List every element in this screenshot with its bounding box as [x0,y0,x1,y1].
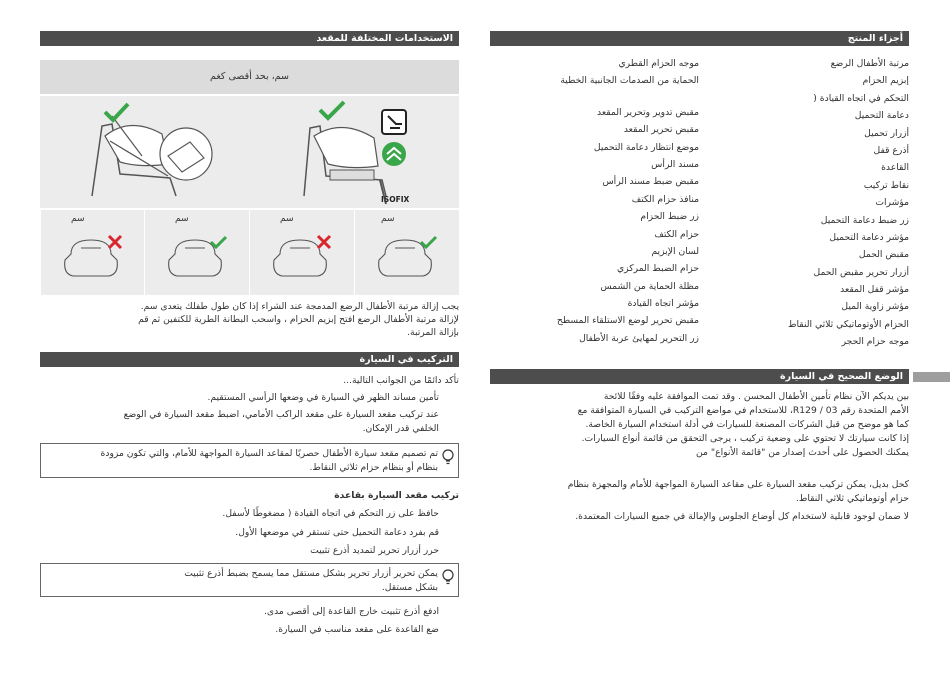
install-intro: تأكد دائمًا من الجوانب التالية... [343,375,459,386]
position-text-line: كحل بديل، يمكن تركيب مقعد السيارة على مقاعد السيارة المواجهة للأمام والمجهزة بنظام [567,479,909,490]
base-header: تركيب مقعد السيارة بقاعدة [334,490,459,501]
part-item: نقاط تركيب [863,179,909,191]
part-item: دعامة التحميل [854,110,909,122]
tip-box [40,563,459,597]
lightbulb-icon [441,568,455,586]
size-cell [249,210,355,295]
part-item: مقبض تحرير المقعد [623,124,699,136]
install-point: عند تركيب مقعد السيارة على مقعد الراكب الأمامي، اضبط مقعد السيارة في الوضع [123,409,439,420]
size-cell [40,210,145,295]
part-item: لسان الإبزيم [651,245,699,257]
install-point: تأمين مساند الظهر في السيارة في وضعها الرأسي المستقيم. [207,392,439,403]
position-text-line: كما هو موضح من قبل الشركات المصنعة للسيارات في أدلة استخدام السيارة الخاصة. [585,419,909,430]
part-item: أزرار تحرير مقبض الحمل [813,266,909,278]
part-item: مقبض ضبط مسند الرأس [602,176,699,188]
part-item: الحزام الأوتوماتيكي ثلاثي النقاط [788,318,909,330]
size-cell-label: سم [280,214,294,224]
position-text-line: بين يديكم الآن نظام تأمين الأطفال المحسن . وقد تمت الموافقة عليه وفقًا للائحة [603,391,909,402]
base-step: حافظ على زر التحكم في اتجاه القيادة ( مضغوطًا لأسفل. [222,508,439,519]
size-cell-label: سم [381,214,395,224]
check-icon [421,237,436,247]
part-item: مظلة الحماية من الشمس [600,280,699,292]
size-cell-label: سم [175,214,189,224]
position-text-line: لا ضمان لوجود قابلية لاستخدام كل أوضاع الجلوس والإمالة في جميع السيارات المعتمدة. [575,511,909,522]
check-icon [211,237,226,247]
position-header: الوضع الصحيح في السيارة [490,369,909,384]
part-item: القاعدة [881,162,909,174]
tip-line: تم تصميم مقعد سيارة الأطفال حصريًا لمقاعد السيارة المواجهة للأمام، والتي تكون مزودة [100,448,438,459]
part-item: الحماية من الصدمات الجانبية الخطية [560,75,699,87]
size-cell-label: سم [71,214,85,224]
part-item: موجه الحزام القطري [618,58,699,69]
part-item: التحكم في اتجاه القيادة ( [813,92,909,104]
size-cell [354,210,460,295]
warning-line: بإزالة المرتبة. [407,327,459,338]
usage-figure [40,60,459,295]
figure-head-text: سم، بحد أقصى كغم [40,60,459,94]
part-item: أزرار تحميل [864,127,909,139]
cross-icon [318,236,330,248]
install-header: التركيب في السيارة [40,352,459,367]
part-item: مسند الرأس [651,158,699,170]
position-text-line: إذا كانت سيارتك لا تحتوي على وضعية تركيب ، يرجى التحقق من قائمة أنواع السيارات. [581,433,909,444]
position-text-line: الأمم المتحدة رقم R129 / 03، للاستخدام في مواضع التركيب في السيارة المتوافقة مع [577,405,909,416]
part-item: مؤشرات [875,197,909,209]
part-item: مقبض تحرير لوضع الاستلقاء المسطح [556,315,699,327]
tip-line: يمكن تحرير أزرار تحرير بشكل مستقل مما يسمح بضبط أذرع تثبيت [184,568,438,579]
size-cell [144,210,250,295]
isofix-installation-illustration [250,96,450,208]
figure-size-row [40,210,459,295]
warning-line: يجب إزالة مرتبة الأطفال الرضع المدمجة عند الشراء إذا كان طول طفلك يتعدى سم. [140,301,459,312]
isofix-label: ISOFIX [381,195,410,204]
warning-line: لإزالة مرتبة الأطفال الرضع افتح إبزيم الحزام ، واسحب البطانة الطرية للكتفين ثم قم [138,314,459,325]
part-item: مؤشر زاوية الميل [841,301,909,313]
part-item: مؤشر دعامة التحميل [829,231,909,243]
tip-line: بشكل مستقل. [381,582,438,593]
parts-list-col1 [709,55,909,351]
parts-header: أجزاء المنتج [490,31,909,46]
page-tab-marker [913,372,950,382]
parts-list-col2 [489,55,699,347]
position-text-line: حزام أوتوماتيكي ثلاثي النقاط. [795,493,909,504]
check-icon [320,102,344,118]
position-text-line: يمكنك الحصول على أحدث إصدار من "قائمة الأنواع" من [696,447,909,458]
part-item: مرتبة الأطفال الرضع [830,58,909,69]
part-item: زر التحرير لمهايئ عربة الأطفال [579,332,699,344]
part-item: إبزيم الحزام [862,75,909,87]
uses-header: الاستخدامات المختلفة للمقعد [40,31,459,46]
part-item: موضع انتظار دعامة التحميل [593,141,699,153]
part-item: مؤشر قفل المقعد [840,284,909,296]
base-step: قم بفرد دعامة التحميل حتى تستقر في موضعها الأول. [235,527,439,538]
part-item: مقبض تدوير وتحرير المقعد [597,106,699,118]
base-step: حرر أزرار تحرير لتمديد أذرع تثبيت [310,545,439,556]
part-item: موجه حزام الحجر [841,336,909,348]
part-item: مؤشر اتجاه القيادة [627,298,699,310]
lightbulb-icon [441,448,455,466]
check-icon [105,104,128,120]
cross-icon [109,236,121,248]
belted-installation-illustration [50,96,250,208]
part-item: مقبض الحمل [858,249,909,261]
base-step: ضع القاعدة على مقعد مناسب في السيارة. [275,624,439,635]
install-point: الخلفي قدر الإمكان. [362,423,439,434]
tip-box [40,443,459,478]
figure-installation-row [40,96,459,208]
part-item: حزام الكتف [654,228,699,240]
part-item: زر ضبط الحزام [640,211,699,223]
part-item: حزام الضبط المركزي [616,263,699,275]
part-item: أذرع قفل [873,144,909,156]
tip-line: بنظام أو بنظام حزام ثلاثي النقاط. [309,462,438,473]
part-item: زر ضبط دعامة التحميل [820,214,909,226]
part-item: منافذ حزام الكتف [631,193,699,205]
base-step: ادفع أذرع تثبيت خارج القاعدة إلى أقصى مدى. [263,606,439,617]
